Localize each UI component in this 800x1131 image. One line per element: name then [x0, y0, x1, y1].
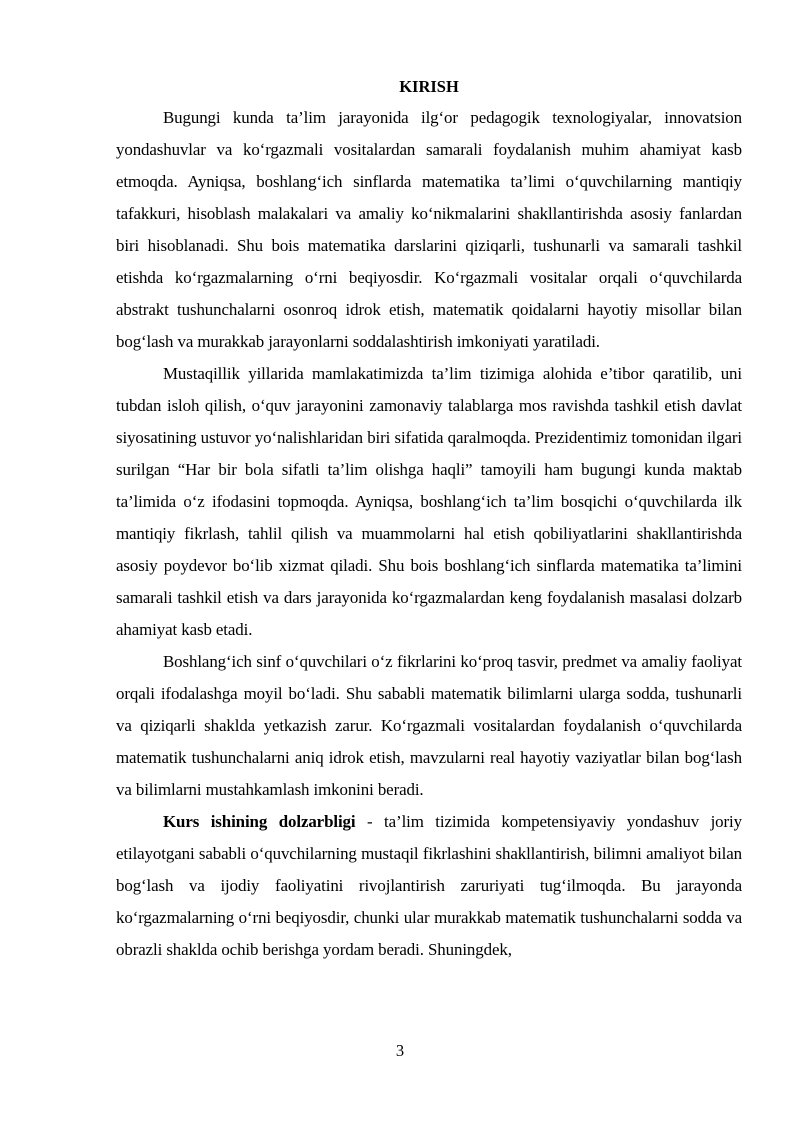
paragraph-intro — [116, 102, 742, 358]
paragraph-text: Mustaqillik yillarida mamlakatimizda ta’lim tizimiga alohida e’tibor qaratilib, uni tubdan isloh qilish, o‘quv jarayonini zamonaviy talablarga mos ravishda tashkil etish davlat siyosatining ustuvor yo‘nalishlaridan biri sifatida qaralmoqda. Prezidentimiz tomonidan ilgari surilgan “Har bir bola sifatli ta’lim olishga haqli” tamoyili ham bugungi kunda maktab ta’limida o‘z ifodasini topmoqda. Ayniqsa, boshlang‘ich ta’lim bosqichi o‘quvchilarda ilk mantiqiy fikrlash, tahlil qilish va muammolarni hal etish qobiliyatlarini shakllantirishda asosiy poydevor bo‘lib xizmat qiladi. Shu bois boshlang‘ich sinflarda matematika ta’limini samarali tashkil etish va dars jarayonida ko‘rgazmalardan keng foydalanish masalasi dolzarb ahamiyat kasb etadi. — [116, 364, 742, 639]
paragraph-text: Bugungi kunda ta’lim jarayonida ilg‘or pedagogik texnologiyalar, innovatsion yondashuvlar va ko‘rgazmali vositalardan samarali foydalanish muhim ahamiyat kasb etmoqda. Ayniqsa, boshlang‘ich sinflarda matematika ta’limi o‘quvchilarning mantiqiy tafakkuri, hisoblash malakalari va amaliy ko‘nikmalarini shakllantirishda asosiy fanlardan biri hisoblanadi. Shu bois matematika darslarini qiziqarli, tushunarli va samarali tashkil etishda ko‘rgazmalarning o‘rni beqiyosdir. Ko‘rgazmali vositalar orqali o‘quvchilarda abstrakt tushunchalarni osonroq idrok etish, matematik qoidalarni hayotiy misollar bilan bog‘lash va murakkab jarayonlarni soddalashtirish imkoniyati yaratiladi. — [116, 108, 742, 351]
paragraph-relevance — [116, 806, 742, 966]
paragraph-independence — [116, 358, 742, 646]
paragraph-lead-bold: Kurs ishining dolzarbligi — [163, 812, 356, 831]
paragraph-text: Boshlang‘ich sinf o‘quvchilari o‘z fikrlarini ko‘proq tasvir, predmet va amaliy faoliyat orqali ifodalashga moyil bo‘ladi. Shu sababli matematik bilimlarni ularga sodda, tushunarli va qiziqarli shaklda yetkazish zarur. Ko‘rgazmali vositalardan foydalanish o‘quvchilarda matematik tushunchalarni aniq idrok etish, mavzularni real hayotiy vaziyatlar bilan bog‘lash va bilimlarni mustahkamlash imkonini beradi. — [116, 652, 742, 799]
page-number: 3 — [395, 1041, 405, 1060]
paragraph-primary-students — [116, 646, 742, 806]
paragraph-text: - ta’lim tizimida kompetensiyaviy yondashuv joriy etilayotgani sababli o‘quvchilarning mustaqil fikrlashini shakllantirish, bilimni amaliyot bilan bog‘lash va ijodiy faoliyatini rivojlantirish zaruriyati tug‘ilmoqda. Bu jarayonda ko‘rgazmalarning o‘rni beqiyosdir, chunki ular murakkab matematik tushunchalarni sodda va obrazli shaklda ochib berishga yordam beradi. Shuningdek, — [116, 812, 742, 959]
document-page — [116, 72, 742, 966]
section-title: KIRISH — [399, 77, 459, 96]
